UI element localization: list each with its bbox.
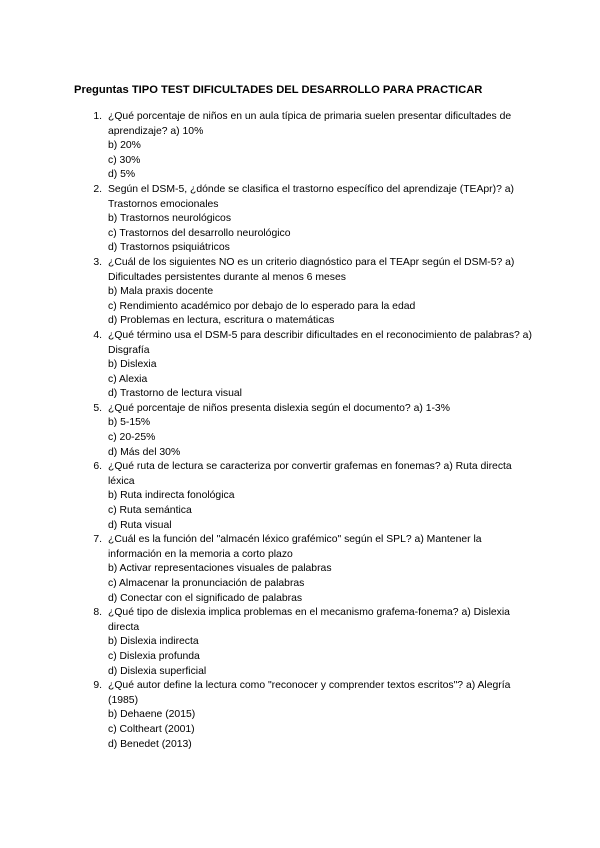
- question-2: [82, 183, 532, 256]
- answer-option-b: b) Ruta indirecta fonológica: [108, 490, 235, 502]
- answer-option-d: d) Conectar con el significado de palabras: [108, 592, 303, 604]
- question-6: [82, 460, 532, 533]
- answer-option-b: b) Mala praxis docente: [108, 286, 214, 298]
- answer-option-c: c) 20-25%: [108, 432, 156, 444]
- question-number: 4.: [93, 329, 102, 341]
- question-text: ¿Qué porcentaje de niños presenta dislexia según el documento? a) 1-3%: [108, 402, 450, 414]
- question-text: ¿Qué porcentaje de niños en un aula típica de primaria suelen presentar dificultades de aprendizaje? a) 10%: [108, 111, 512, 137]
- answer-option-b: b) Dehaene (2015): [108, 709, 196, 721]
- question-5: [82, 402, 532, 460]
- question-8: [82, 606, 532, 679]
- question-number: 5.: [93, 402, 102, 414]
- document-title: Preguntas TIPO TEST DIFICULTADES DEL DESARROLLO PARA PRACTICAR: [74, 84, 483, 96]
- answer-option-b: b) Dislexia: [108, 359, 157, 371]
- answer-option-b: b) 20%: [108, 140, 141, 152]
- question-text: ¿Qué tipo de dislexia implica problemas en el mecanismo grafema-fonema? a) Dislexia directa: [108, 607, 510, 633]
- question-3: [82, 256, 532, 329]
- answer-option-c: c) 30%: [108, 154, 141, 166]
- answer-option-c: c) Almacenar la pronunciación de palabras: [108, 578, 305, 589]
- answer-option-d: d) Dislexia superficial: [108, 665, 207, 677]
- question-text: ¿Cuál de los siguientes NO es un criterio diagnóstico para el TEApr según el DSM-5? a) Dificultades persistentes durante al menos 6 meses: [108, 256, 515, 283]
- question-list: [82, 110, 532, 752]
- answer-option-c: c) Ruta semántica: [108, 505, 192, 517]
- question-text: ¿Qué término usa el DSM-5 para describir dificultades en el reconocimiento de palabras? a) Disgrafía: [108, 329, 532, 356]
- question-number: 7.: [93, 534, 102, 546]
- question-number: 2.: [93, 183, 102, 195]
- answer-option-b: b) 5-15%: [108, 417, 151, 429]
- question-number: 1.: [93, 111, 102, 122]
- question-text: ¿Cuál es la función del "almacén léxico grafémico" según el SPL? a) Mantener la información en la memoria a corto plazo: [108, 534, 482, 560]
- answer-option-c: c) Rendimiento académico por debajo de lo esperado para la edad: [108, 300, 416, 312]
- question-text: ¿Qué autor define la lectura como "reconocer y comprender textos escritos"? a) Alegría (1985): [108, 680, 511, 706]
- answer-option-d: d) Ruta visual: [108, 519, 172, 531]
- answer-option-b: b) Dislexia indirecta: [108, 636, 199, 648]
- question-text: Según el DSM-5, ¿dónde se clasifica el trastorno específico del aprendizaje (TEApr)? a) Trastornos emocionales: [108, 183, 515, 210]
- question-number: 9.: [93, 680, 102, 692]
- answer-option-c: c) Trastornos del desarrollo neurológico: [108, 227, 291, 239]
- question-9: [82, 679, 532, 752]
- answer-option-b: b) Activar representaciones visuales de palabras: [108, 563, 332, 575]
- question-number: 3.: [93, 256, 102, 268]
- answer-option-c: c) Coltheart (2001): [108, 723, 195, 735]
- answer-option-d: d) Problemas en lectura, escritura o matemáticas: [108, 315, 335, 327]
- answer-option-d: d) Trastornos psiquiátricos: [108, 242, 230, 254]
- answer-option-d: d) Benedet (2013): [108, 738, 192, 750]
- question-text: ¿Qué ruta de lectura se caracteriza por convertir grafemas en fonemas? a) Ruta directa léxica: [108, 461, 512, 487]
- question-number: 6.: [93, 461, 102, 473]
- question-4: [82, 329, 532, 402]
- answer-option-b: b) Trastornos neurológicos: [108, 213, 232, 225]
- answer-option-c: c) Alexia: [108, 373, 148, 385]
- answer-option-d: d) Más del 30%: [108, 446, 181, 458]
- question-number: 8.: [93, 607, 102, 619]
- answer-option-d: d) 5%: [108, 169, 136, 181]
- answer-option-d: d) Trastorno de lectura visual: [108, 388, 242, 400]
- question-7: [82, 533, 532, 606]
- answer-option-c: c) Dislexia profunda: [108, 650, 200, 662]
- question-1: [82, 110, 532, 183]
